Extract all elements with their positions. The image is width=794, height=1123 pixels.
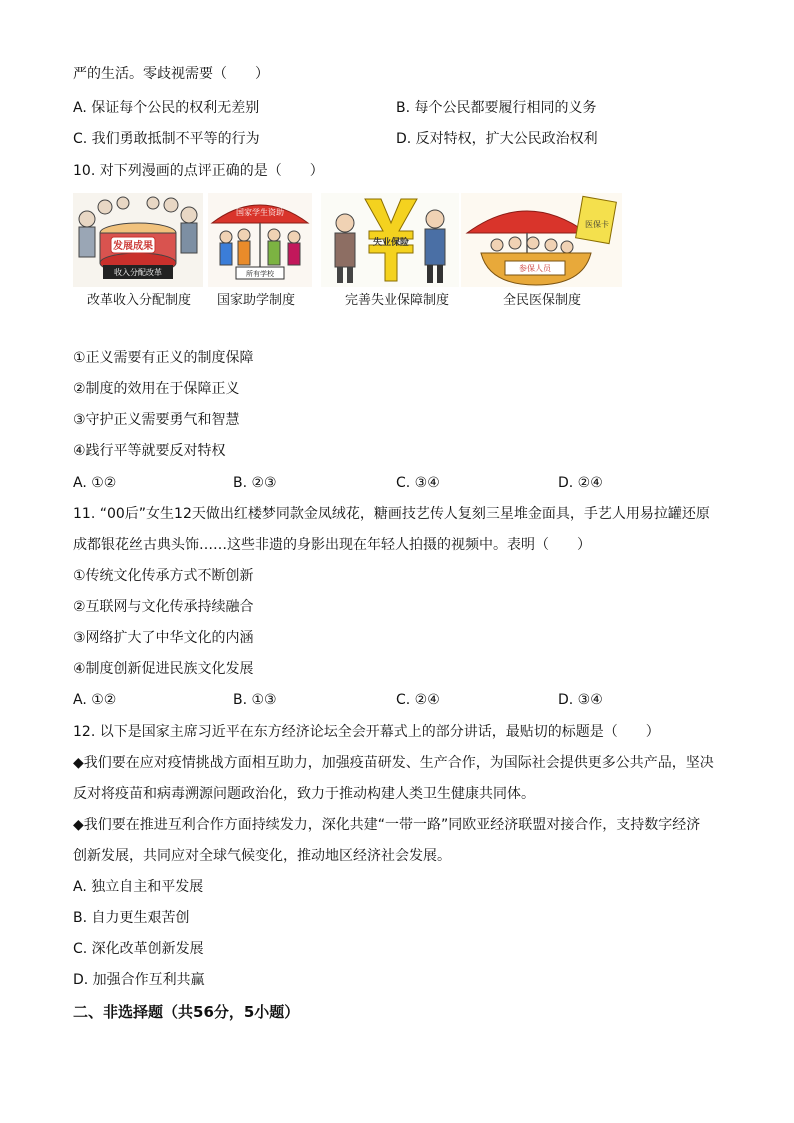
- cartoon2-caption: 国家助学制度: [217, 293, 296, 308]
- cartoon4-caption: 全民医保制度: [503, 293, 582, 308]
- q9-option-d[interactable]: D. 反对特权，扩大公民政治权利: [396, 131, 598, 147]
- cartoon-medical-insurance: [461, 193, 622, 287]
- q10-stem: 10. 对下列漫画的点评正确的是（ ）: [73, 163, 324, 179]
- q12-para2-line1: ◆我们要在推进互利合作方面持续发力，深化共建“一带一路”同欧亚经济联盟对接合作，支持数字经济: [73, 817, 701, 833]
- q12-option-a[interactable]: A. 独立自主和平发展: [73, 879, 204, 895]
- cartoon-unemployment-insurance: [321, 193, 459, 287]
- q12-para1-line2: 反对将疫苗和病毒溯源问题政治化，致力于推动构建人类卫生健康共同体。: [73, 786, 535, 802]
- cartoon4-card-text: 医保卡: [585, 220, 609, 229]
- section2-heading: 二、非选择题（共56分，5小题）: [73, 1003, 300, 1021]
- q10-option-d[interactable]: D. ②④: [558, 475, 603, 491]
- q10-option-c[interactable]: C. ③④: [396, 475, 440, 491]
- cartoon3-sign-text: 失业保险: [372, 238, 410, 248]
- cartoon1-sign2: 收入分配改革: [114, 268, 162, 277]
- q11-option-c[interactable]: C. ②④: [396, 692, 440, 708]
- cartoon2-umbrella-text: 国家学生资助: [236, 208, 284, 217]
- cartoon4-bowl-text: 参保人员: [519, 264, 551, 273]
- cartoon-student-aid: [208, 193, 312, 287]
- q12-option-c[interactable]: C. 深化改革创新发展: [73, 941, 204, 957]
- q10-option-a[interactable]: A. ①②: [73, 475, 117, 491]
- q11-statement-1: ①传统文化传承方式不断创新: [73, 568, 254, 584]
- cartoon1-sign1: 发展成果: [113, 241, 153, 252]
- q11-stem-line1: 11. “00后”女生12天做出红楼梦同款金凤绒花，糖画技艺传人复刻三星堆金面具，手艺人用易拉罐还原: [73, 506, 710, 522]
- q10-option-b[interactable]: B. ②③: [233, 475, 277, 491]
- q10-statement-1: ①正义需要有正义的制度保障: [73, 350, 254, 366]
- cartoon1-caption: 改革收入分配制度: [87, 293, 192, 308]
- q9-option-a[interactable]: A. 保证每个公民的权利无差别: [73, 100, 260, 116]
- q11-statement-2: ②互联网与文化传承持续融合: [73, 599, 254, 615]
- q12-para2-line2: 创新发展，共同应对全球气候变化，推动地区经济社会发展。: [73, 848, 451, 864]
- q11-statement-3: ③网络扩大了中华文化的内涵: [73, 630, 254, 646]
- q9-option-b[interactable]: B. 每个公民都要履行相同的义务: [396, 100, 597, 116]
- cartoon2-board-text: 所有学校: [246, 270, 274, 278]
- q10-statement-2: ②制度的效用在于保障正义: [73, 381, 240, 397]
- q11-option-a[interactable]: A. ①②: [73, 692, 117, 708]
- q11-stem-line2: 成都银花丝古典头饰……这些非遗的身影出现在年轻人拍摄的视频中。表明（ ）: [73, 537, 591, 553]
- q11-option-b[interactable]: B. ①③: [233, 692, 277, 708]
- q11-option-d[interactable]: D. ③④: [558, 692, 603, 708]
- q12-option-b[interactable]: B. 自力更生艰苦创: [73, 910, 190, 926]
- q10-statement-3: ③守护正义需要勇气和智慧: [73, 412, 240, 428]
- q9-stem-tail: 严的生活。零歧视需要（ ）: [73, 66, 269, 82]
- cartoon-income-distribution: [73, 193, 203, 287]
- q10-statement-4: ④践行平等就要反对特权: [73, 443, 226, 459]
- q9-option-c[interactable]: C. 我们勇敢抵制不平等的行为: [73, 131, 260, 147]
- q12-para1-line1: ◆我们要在应对疫情挑战方面相互助力，加强疫苗研发、生产合作，为国际社会提供更多公共产品，坚决: [73, 755, 714, 771]
- q12-option-d[interactable]: D. 加强合作互利共赢: [73, 972, 205, 988]
- cartoon3-caption: 完善失业保障制度: [345, 293, 450, 308]
- q11-statement-4: ④制度创新促进民族文化发展: [73, 661, 254, 677]
- q12-stem: 12. 以下是国家主席习近平在东方经济论坛全会开幕式上的部分讲话，最贴切的标题是（ ）: [73, 724, 660, 740]
